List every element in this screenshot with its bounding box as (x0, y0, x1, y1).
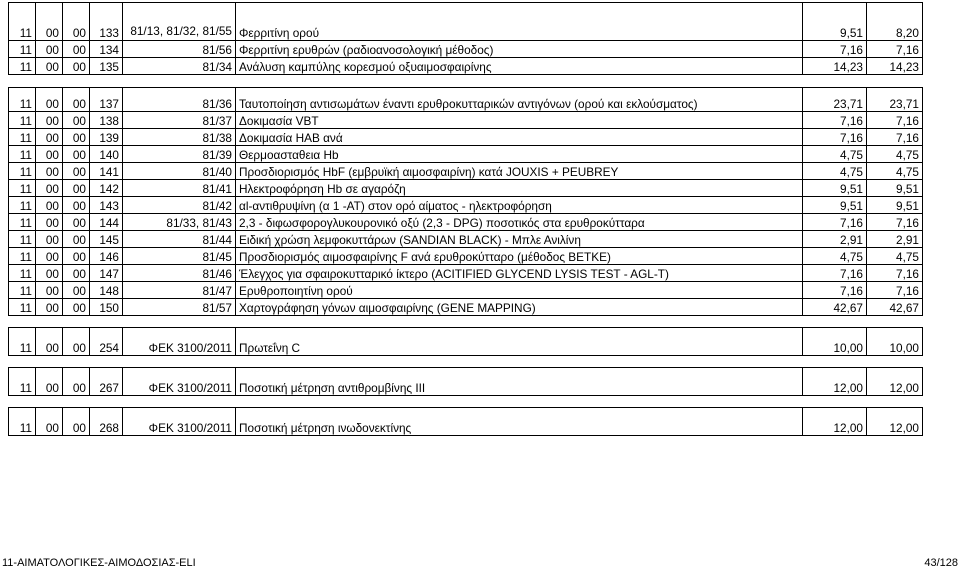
table-row (9, 197, 923, 214)
cell-code-part-3: 00 (63, 129, 90, 146)
cell-price-2: 9,51 (867, 197, 923, 214)
cell-price-1: 4,75 (803, 146, 867, 163)
cell-price-1: 7,16 (803, 214, 867, 231)
cell-price-2: 4,75 (867, 163, 923, 180)
spacer-row (9, 316, 923, 328)
cell-description: Προσδιορισμός HbF (εμβρυϊκή αιμοσφαιρίνη) κατά JOUXIS + PEUBREY (236, 163, 803, 180)
cell-price-2: 4,75 (867, 248, 923, 265)
cell-code-part-2: 00 (36, 265, 63, 282)
cell-price-2: 8,20 (867, 3, 923, 41)
cell-code-part-1: 11 (9, 58, 36, 75)
cell-reference: 81/44 (123, 231, 236, 248)
cell-code-part-3: 00 (63, 328, 90, 356)
cell-price-2: 7,16 (867, 265, 923, 282)
cell-price-1: 42,67 (803, 299, 867, 316)
cell-code-part-2: 00 (36, 146, 63, 163)
cell-price-1: 7,16 (803, 41, 867, 58)
cell-description: Ερυθροποιητίνη ορού (236, 282, 803, 299)
table-row (9, 146, 923, 163)
cell-reference: 81/41 (123, 180, 236, 197)
cell-code-part-4: 267 (90, 368, 123, 396)
cell-code-part-3: 00 (63, 58, 90, 75)
cell-code-part-3: 00 (63, 231, 90, 248)
cell-reference: ΦΕΚ 3100/2011 (123, 408, 236, 436)
cell-code-part-3: 00 (63, 88, 90, 112)
cell-code-part-2: 00 (36, 248, 63, 265)
cell-code-part-3: 00 (63, 146, 90, 163)
cell-code-part-1: 11 (9, 163, 36, 180)
cell-code-part-4: 137 (90, 88, 123, 112)
cell-code-part-2: 00 (36, 112, 63, 129)
cell-description: Ταυτοποίηση αντισωμάτων έναντι ερυθροκυτταρικών αντιγόνων (ορού και εκλούσματος) (236, 88, 803, 112)
cell-reference: 81/45 (123, 248, 236, 265)
cell-description: Έλεγχος για σφαιροκυτταρικό ίκτερο (ACITIFIED GLYCEND LYSIS TEST - AGL-T) (236, 265, 803, 282)
cell-code-part-3: 00 (63, 112, 90, 129)
cell-description: Δοκιμασία HAB ανά (236, 129, 803, 146)
cell-reference: 81/56 (123, 41, 236, 58)
cell-code-part-3: 00 (63, 3, 90, 41)
cell-price-2: 2,91 (867, 231, 923, 248)
cell-reference: 81/33, 81/43 (123, 214, 236, 231)
cell-code-part-2: 00 (36, 197, 63, 214)
table-row (9, 3, 923, 41)
cell-price-2: 10,00 (867, 328, 923, 356)
cell-reference: 81/40 (123, 163, 236, 180)
table-row (9, 112, 923, 129)
cell-code-part-3: 00 (63, 163, 90, 180)
cell-description: Προσδιορισμός αιμοσφαιρίνης F ανά ερυθροκύτταρο (μέθοδος BETKE) (236, 248, 803, 265)
cell-reference: 81/13, 81/32, 81/55 (123, 3, 236, 41)
cell-reference: 81/42 (123, 197, 236, 214)
cell-code-part-1: 11 (9, 129, 36, 146)
cell-code-part-1: 11 (9, 299, 36, 316)
table-row (9, 282, 923, 299)
cell-code-part-4: 140 (90, 146, 123, 163)
cell-description: Ποσοτική μέτρηση αντιθρομβίνης III (236, 368, 803, 396)
cell-price-1: 12,00 (803, 368, 867, 396)
table-row (9, 58, 923, 75)
cell-code-part-1: 11 (9, 112, 36, 129)
cell-price-1: 7,16 (803, 129, 867, 146)
cell-price-1: 9,51 (803, 3, 867, 41)
table-row (9, 368, 923, 396)
cell-price-2: 23,71 (867, 88, 923, 112)
cell-code-part-4: 138 (90, 112, 123, 129)
cell-reference: 81/57 (123, 299, 236, 316)
cell-code-part-4: 268 (90, 408, 123, 436)
cell-price-1: 7,16 (803, 265, 867, 282)
cell-price-2: 7,16 (867, 112, 923, 129)
table-row (9, 265, 923, 282)
cell-code-part-2: 00 (36, 282, 63, 299)
cell-code-part-1: 11 (9, 3, 36, 41)
table-row (9, 41, 923, 58)
spacer-row (9, 356, 923, 368)
cell-code-part-2: 00 (36, 58, 63, 75)
cell-code-part-4: 144 (90, 214, 123, 231)
cell-code-part-4: 147 (90, 265, 123, 282)
cell-price-1: 2,91 (803, 231, 867, 248)
cell-price-2: 4,75 (867, 146, 923, 163)
cell-price-2: 7,16 (867, 41, 923, 58)
cell-description: Φερριτίνη ερυθρών (ραδιοανοσολογική μέθοδος) (236, 41, 803, 58)
table-row (9, 248, 923, 265)
cell-price-2: 7,16 (867, 129, 923, 146)
footer-sheet-name: 11-ΑΙΜΑΤΟΛΟΓΙΚΕΣ-ΑΙΜΟΔΟΣΙΑΣ-ELI (2, 557, 196, 569)
cell-code-part-1: 11 (9, 265, 36, 282)
cell-code-part-4: 143 (90, 197, 123, 214)
cell-code-part-4: 135 (90, 58, 123, 75)
cell-code-part-2: 00 (36, 88, 63, 112)
cell-reference: ΦΕΚ 3100/2011 (123, 328, 236, 356)
cell-price-2: 12,00 (867, 408, 923, 436)
cell-code-part-4: 146 (90, 248, 123, 265)
cell-price-1: 4,75 (803, 163, 867, 180)
cell-code-part-1: 11 (9, 282, 36, 299)
table-row (9, 163, 923, 180)
cell-price-1: 14,23 (803, 58, 867, 75)
cell-code-part-3: 00 (63, 197, 90, 214)
cell-code-part-3: 00 (63, 248, 90, 265)
price-table (8, 2, 923, 436)
cell-code-part-1: 11 (9, 248, 36, 265)
cell-price-1: 9,51 (803, 197, 867, 214)
cell-reference: 81/34 (123, 58, 236, 75)
cell-code-part-1: 11 (9, 328, 36, 356)
cell-description: Πρωτεΐνη C (236, 328, 803, 356)
cell-description: Ειδική χρώση λεμφοκυττάρων (SANDIAN BLACK) - Μπλε Ανιλίνη (236, 231, 803, 248)
cell-code-part-1: 11 (9, 41, 36, 58)
table-row (9, 214, 923, 231)
cell-code-part-1: 11 (9, 180, 36, 197)
cell-code-part-4: 145 (90, 231, 123, 248)
cell-code-part-1: 11 (9, 146, 36, 163)
cell-reference: 81/37 (123, 112, 236, 129)
cell-code-part-2: 00 (36, 299, 63, 316)
cell-code-part-2: 00 (36, 180, 63, 197)
cell-price-1: 7,16 (803, 112, 867, 129)
cell-price-1: 4,75 (803, 248, 867, 265)
cell-code-part-3: 00 (63, 368, 90, 396)
cell-description: αl-αντιθρυψίνη (α 1 -AT) στον ορό αίματος - ηλεκτροφόρηση (236, 197, 803, 214)
cell-code-part-1: 11 (9, 214, 36, 231)
cell-code-part-2: 00 (36, 408, 63, 436)
footer-page-number: 43/128 (924, 557, 958, 569)
cell-code-part-3: 00 (63, 408, 90, 436)
cell-reference: 81/36 (123, 88, 236, 112)
cell-code-part-2: 00 (36, 214, 63, 231)
cell-code-part-4: 148 (90, 282, 123, 299)
table-row (9, 328, 923, 356)
cell-code-part-3: 00 (63, 214, 90, 231)
cell-price-2: 7,16 (867, 214, 923, 231)
cell-description: Ανάλυση καμπύλης κορεσμού οξυαιμοσφαιρίνης (236, 58, 803, 75)
cell-price-1: 9,51 (803, 180, 867, 197)
table-row (9, 299, 923, 316)
cell-code-part-4: 134 (90, 41, 123, 58)
cell-description: Χαρτογράφηση γόνων αιμοσφαιρίνης (GENE MAPPING) (236, 299, 803, 316)
cell-code-part-2: 00 (36, 129, 63, 146)
cell-code-part-2: 00 (36, 231, 63, 248)
cell-code-part-1: 11 (9, 88, 36, 112)
cell-code-part-4: 139 (90, 129, 123, 146)
cell-description: Θερμοασταθεια Hb (236, 146, 803, 163)
cell-description: Ηλεκτροφόρηση Hb σε αγαρόζη (236, 180, 803, 197)
cell-code-part-1: 11 (9, 197, 36, 214)
spacer-row (9, 396, 923, 408)
cell-price-2: 7,16 (867, 282, 923, 299)
cell-code-part-4: 142 (90, 180, 123, 197)
table-row (9, 88, 923, 112)
cell-description: Δοκιμασία VBT (236, 112, 803, 129)
cell-code-part-4: 133 (90, 3, 123, 41)
cell-code-part-2: 00 (36, 328, 63, 356)
cell-price-2: 12,00 (867, 368, 923, 396)
cell-reference: ΦΕΚ 3100/2011 (123, 368, 236, 396)
cell-price-2: 14,23 (867, 58, 923, 75)
cell-code-part-3: 00 (63, 41, 90, 58)
cell-reference: 81/39 (123, 146, 236, 163)
table-row (9, 408, 923, 436)
table-row (9, 180, 923, 197)
cell-code-part-1: 11 (9, 368, 36, 396)
table-row (9, 129, 923, 146)
cell-code-part-1: 11 (9, 231, 36, 248)
cell-code-part-4: 254 (90, 328, 123, 356)
cell-code-part-1: 11 (9, 408, 36, 436)
cell-price-1: 7,16 (803, 282, 867, 299)
cell-code-part-2: 00 (36, 3, 63, 41)
cell-description: 2,3 - διφωσφορογλυκουρονικό οξύ (2,3 - DPG) ποσοτικός στα ερυθροκύτταρα (236, 214, 803, 231)
cell-code-part-4: 150 (90, 299, 123, 316)
cell-price-1: 12,00 (803, 408, 867, 436)
cell-reference: 81/38 (123, 129, 236, 146)
cell-code-part-3: 00 (63, 282, 90, 299)
cell-reference: 81/46 (123, 265, 236, 282)
cell-price-2: 9,51 (867, 180, 923, 197)
cell-code-part-2: 00 (36, 163, 63, 180)
cell-price-1: 23,71 (803, 88, 867, 112)
cell-code-part-2: 00 (36, 368, 63, 396)
cell-description: Ποσοτική μέτρηση ινωδονεκτίνης (236, 408, 803, 436)
cell-code-part-2: 00 (36, 41, 63, 58)
cell-reference: 81/47 (123, 282, 236, 299)
cell-price-1: 10,00 (803, 328, 867, 356)
cell-price-2: 42,67 (867, 299, 923, 316)
spacer-row (9, 75, 923, 88)
cell-code-part-3: 00 (63, 299, 90, 316)
cell-description: Φερριτίνη ορού (236, 3, 803, 41)
cell-code-part-3: 00 (63, 265, 90, 282)
table-row (9, 231, 923, 248)
cell-code-part-3: 00 (63, 180, 90, 197)
cell-code-part-4: 141 (90, 163, 123, 180)
